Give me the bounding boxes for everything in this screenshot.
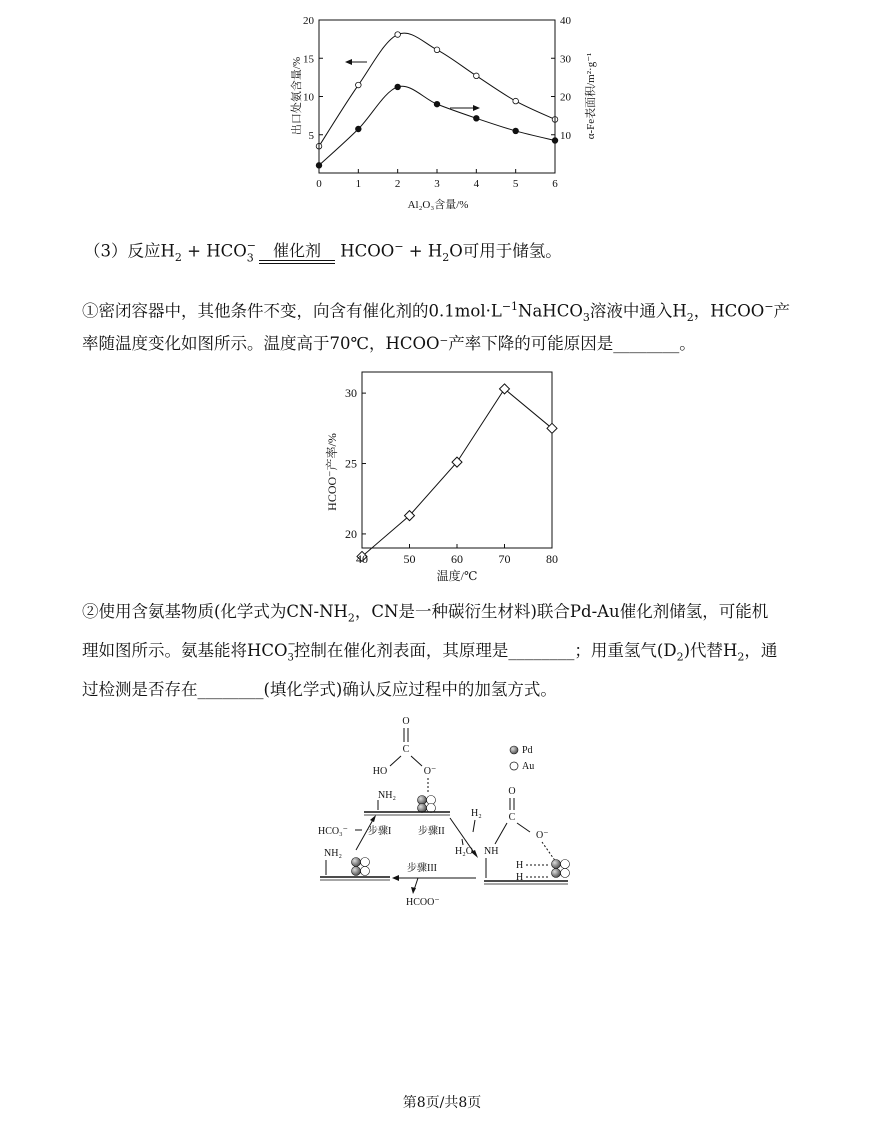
p2-sub: 2 xyxy=(347,611,355,625)
q3-product-sup: − xyxy=(394,240,404,253)
top-c: C xyxy=(402,744,410,755)
p2-2sub3: 2 xyxy=(737,650,745,664)
p1-a: ①密闭容器中，其他条件不变，向含有催化剂的0.1mol·L xyxy=(82,301,502,321)
q3-sub-h2: 2 xyxy=(174,250,182,264)
p2-a: ②使用含氨基物质(化学式为CN-NH xyxy=(82,602,348,621)
p1-e: 产 xyxy=(773,301,791,321)
chart1-xtick-label-5: 5 xyxy=(512,178,519,190)
chart1-series-0-point-5 xyxy=(513,98,519,104)
chart1-xtick-label-6: 6 xyxy=(552,178,558,190)
bottom-nh2: NH₂ xyxy=(324,848,342,859)
chart2-xtick-label-2: 60 xyxy=(451,552,463,566)
chart1-series-1-point-2 xyxy=(395,84,401,90)
step3-label: 步骤III xyxy=(407,863,437,874)
chart1-series-1-point-5 xyxy=(513,128,519,134)
legend-pd-icon xyxy=(510,746,518,754)
chart2-xtick-label-4: 80 xyxy=(546,552,558,566)
p2-2sub: 3 xyxy=(287,652,294,664)
p1-line2-text: 率随温度变化如图所示。温度高于70℃，HCOO⁻产率下降的可能原因是________。 xyxy=(82,334,696,353)
chart2-ytick-label-2: 30 xyxy=(345,386,357,401)
q3-prefix: （3）反应H xyxy=(84,241,175,261)
q3-line xyxy=(84,236,562,269)
chart2-xtick-label-0: 40 xyxy=(356,552,368,566)
right-o-minus: O⁻ xyxy=(536,830,549,841)
page-footer xyxy=(0,1092,884,1112)
top-o: O xyxy=(402,716,410,727)
q3-suffix: 可用于储氢。 xyxy=(462,241,562,261)
legend-pd: Pd xyxy=(522,745,533,756)
p1-b: NaHCO xyxy=(518,301,583,321)
page-number: 第8页/共8页 xyxy=(402,1095,482,1111)
chart1-xtick-label-2: 2 xyxy=(394,178,401,190)
q3-sub-3: 3 xyxy=(246,250,254,264)
chart1-ytick-left-label-1: 10 xyxy=(303,91,314,104)
top-o-minus: O⁻ xyxy=(423,766,437,777)
chart2-xtick-label-3: 70 xyxy=(498,552,511,566)
right-o: O xyxy=(508,786,516,797)
chart1-series-1-line xyxy=(319,86,555,165)
chart1-ytick-left-label-2: 15 xyxy=(303,53,314,66)
q3-catalyst: 催化剂 xyxy=(272,240,321,260)
q3-plus-hco: + HCO xyxy=(181,241,247,261)
chart2 xyxy=(318,362,578,594)
step2-label: 步骤II xyxy=(418,826,445,837)
p2-2sup: − xyxy=(287,639,296,650)
chart1-ylabel-right: α-Fe表面积/m²·g⁻¹ xyxy=(585,52,597,140)
p2-2sub2: 2 xyxy=(676,650,684,664)
q3-h2o-sub: 2 xyxy=(442,250,450,264)
p1-sup: −1 xyxy=(501,300,519,313)
p2-2d: ，通 xyxy=(744,641,778,660)
p1-sub2: 2 xyxy=(686,310,694,324)
chart1-frame xyxy=(319,20,555,173)
p1-c: 溶液中通入H xyxy=(589,301,687,321)
q3-plus-h: + H xyxy=(403,241,443,261)
mechanism-diagram xyxy=(300,712,590,907)
chart1 xyxy=(270,8,610,218)
p1-d: ，HCOO xyxy=(693,301,765,321)
right-axis-arrow-head xyxy=(473,105,480,111)
chart2-ytick-label-1: 25 xyxy=(345,456,357,471)
right-nh: NH xyxy=(484,846,499,857)
chart1-ytick-right-label-0: 10 xyxy=(560,129,571,142)
chart1-xlabel: Al₂O₃含量/% xyxy=(407,199,469,211)
p2-2b: 控制在催化剂表面，其原理是________；用重氢气(D xyxy=(293,641,677,660)
chart1-xtick-label-4: 4 xyxy=(473,178,480,190)
p1-sub: 3 xyxy=(582,310,590,324)
chart1-series-0-point-2 xyxy=(395,32,401,38)
chart1-series-0-point-4 xyxy=(474,73,480,79)
p2-2a: 理如图所示。氨基能将HCO xyxy=(82,641,288,660)
chart1-xtick-label-0: 0 xyxy=(316,178,322,190)
chart1-series-1-point-4 xyxy=(474,116,480,122)
chart1-ytick-left-label-3: 20 xyxy=(303,15,314,27)
chart1-series-0-point-1 xyxy=(356,82,362,88)
chart1-ytick-right-label-3: 40 xyxy=(560,15,571,27)
chart2-ytick-label-0: 20 xyxy=(345,526,357,541)
legend-au-icon xyxy=(510,762,518,770)
p2-line3 xyxy=(82,679,557,701)
q3-product: HCOO xyxy=(340,241,395,261)
q3-sup-minus: − xyxy=(246,238,256,252)
p2-line2 xyxy=(82,640,777,669)
p1-sup2: − xyxy=(764,300,774,313)
p2-b: ，CN是一种碳衍生材料)联合Pd-Au催化剂储氢，可能机 xyxy=(354,602,769,621)
hcoo-label: HCOO⁻ xyxy=(406,897,440,907)
chart2-series-line xyxy=(362,389,552,557)
right-h-bottom: H xyxy=(516,872,524,883)
left-axis-arrow-head xyxy=(345,59,352,65)
chart1-ytick-left-label-0: 5 xyxy=(308,129,314,142)
chart1-xtick-label-1: 1 xyxy=(355,178,362,190)
p2-line1 xyxy=(82,601,768,629)
chart1-series-1-point-1 xyxy=(356,126,362,132)
p1-line1 xyxy=(82,296,790,329)
p2-2c: )代替H xyxy=(683,641,738,660)
p2-line3-text: 过检测是否存在________(填化学式)确认反应过程中的加氢方式。 xyxy=(82,680,557,699)
h2-label: H₂ xyxy=(471,808,482,819)
right-h-top: H xyxy=(516,860,524,871)
chart1-ylabel-left: 出口处氨含量/% xyxy=(291,56,303,136)
hco3-label: HCO₃⁻ xyxy=(318,826,348,837)
chart1-ytick-right-label-2: 30 xyxy=(560,53,571,66)
legend-au: Au xyxy=(522,761,535,772)
right-c: C xyxy=(508,812,516,823)
p1-line2 xyxy=(82,333,696,355)
chart1-series-0-point-3 xyxy=(434,47,440,53)
chart1-ytick-right-label-1: 20 xyxy=(560,91,571,104)
top-nh2: NH₂ xyxy=(378,790,396,801)
q3-h2o-o: O xyxy=(449,241,463,261)
step1-label: 步骤I xyxy=(368,826,392,837)
top-ho: HO xyxy=(372,766,388,777)
h2o-label: H₂O xyxy=(455,846,473,857)
chart1-xtick-label-3: 3 xyxy=(434,178,440,190)
chart1-series-1-point-3 xyxy=(434,101,440,107)
chart2-xlabel: 温度/℃ xyxy=(436,569,478,583)
chart2-xtick-label-1: 50 xyxy=(403,552,416,566)
chart2-ylabel: HCOO⁻产率/% xyxy=(325,433,339,511)
